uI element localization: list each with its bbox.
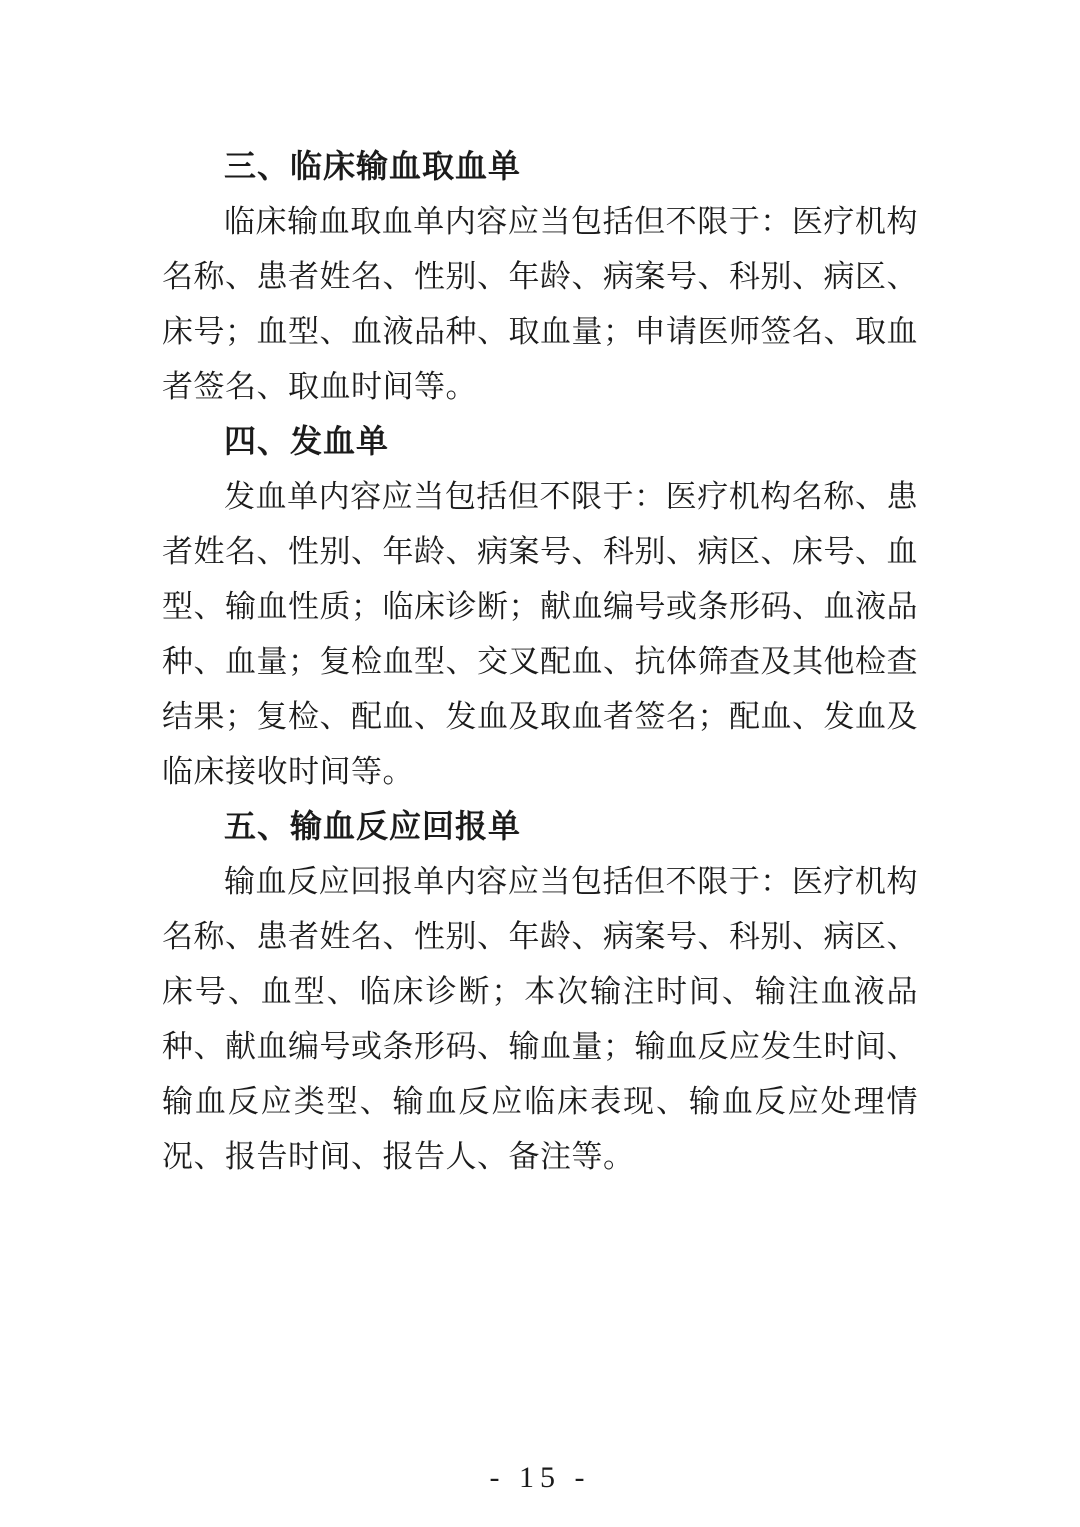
section-paragraph: 发血单内容应当包括但不限于：医疗机构名称、患者姓名、性别、年龄、病案号、科别、病区、床号、血型、输血性质；临床诊断；献血编号或条形码、血液品种、血量；复检血型、交叉配血、抗体筛查及其他检查结果；复检、配血、发血及取血者签名；配血、发血及临床接收时间等。: [162, 479, 918, 789]
document-content: [162, 139, 918, 1184]
page-number: - 15 -: [489, 1461, 591, 1494]
section-paragraph: 临床输血取血单内容应当包括但不限于：医疗机构名称、患者姓名、性别、年龄、病案号、科别、病区、床号；血型、血液品种、取血量；申请医师签名、取血者签名、取血时间等。: [162, 204, 918, 404]
section-heading: 五、输血反应回报单: [224, 808, 522, 844]
section-paragraph: 输血反应回报单内容应当包括但不限于：医疗机构名称、患者姓名、性别、年龄、病案号、科别、病区、床号、血型、临床诊断；本次输注时间、输注血液品种、献血编号或条形码、输血量；输血反应发生时间、输血反应类型、输血反应临床表现、输血反应处理情况、报告时间、报告人、备注等。: [162, 864, 918, 1174]
section-transfusion-reaction-report-form: [162, 799, 918, 1184]
section-clinical-blood-pickup-form: [162, 139, 918, 414]
section-blood-issue-form: [162, 414, 918, 799]
section-heading: 三、临床输血取血单: [224, 148, 522, 184]
section-heading: 四、发血单: [224, 423, 390, 459]
